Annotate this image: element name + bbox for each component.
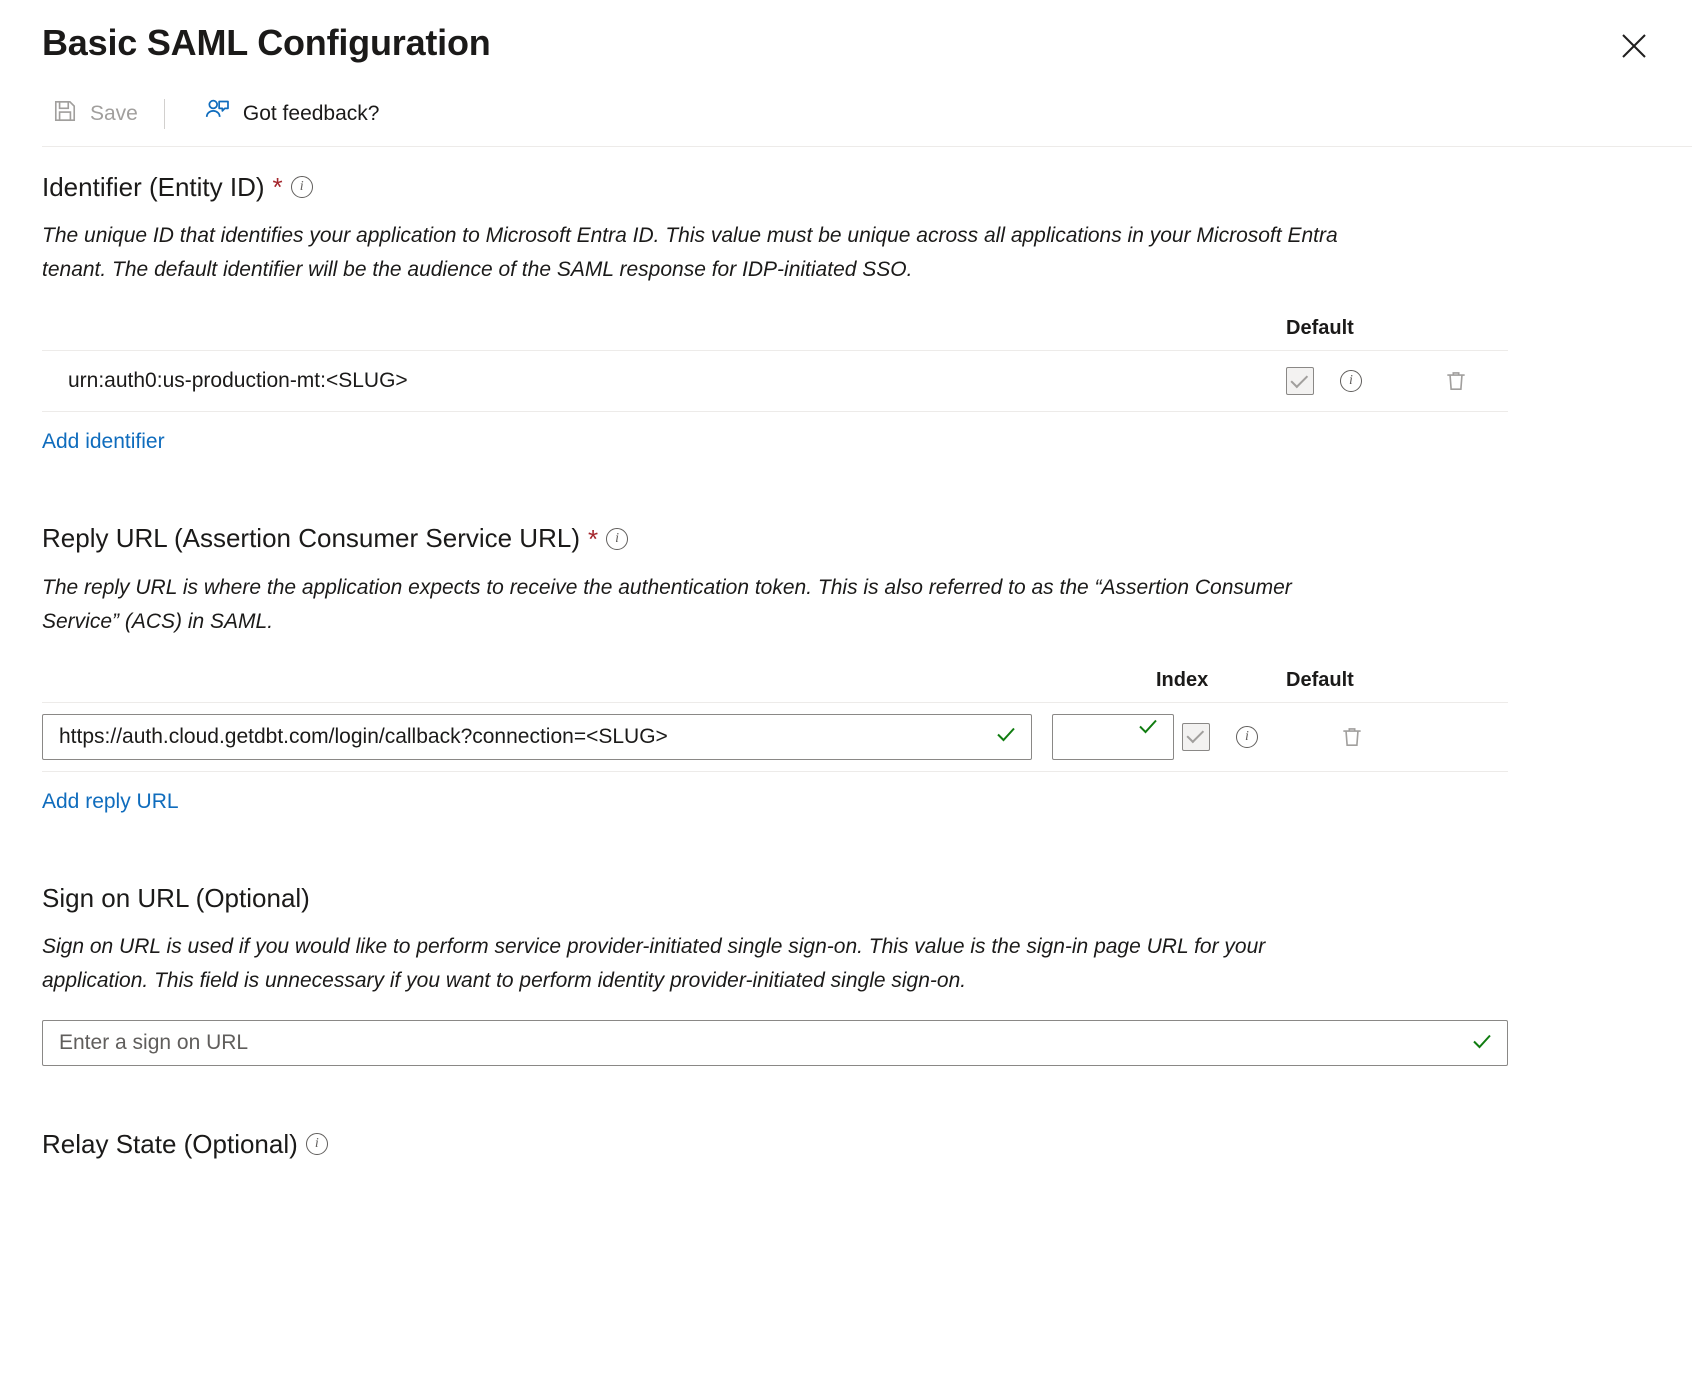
- reply-url-value-cell: [42, 714, 1052, 760]
- relay-state-title: Relay State (Optional): [42, 1129, 298, 1160]
- reply-url-default-info-icon[interactable]: i: [1236, 726, 1258, 748]
- identifier-title: Identifier (Entity ID): [42, 172, 265, 202]
- identifier-default-info-icon[interactable]: i: [1340, 370, 1362, 392]
- sign-on-url-title: Sign on URL (Optional): [42, 882, 310, 913]
- sign-on-url-section: [0, 880, 1692, 1066]
- delete-identifier-icon[interactable]: [1436, 361, 1476, 401]
- sign-on-url-heading: [42, 880, 1650, 916]
- reply-url-input[interactable]: [42, 714, 1032, 760]
- command-bar-divider: [164, 99, 165, 129]
- got-feedback-label: Got feedback?: [242, 102, 380, 125]
- save-button[interactable]: [42, 90, 148, 138]
- identifier-default-checkbox[interactable]: [1286, 367, 1314, 395]
- got-feedback-button[interactable]: [193, 89, 390, 139]
- identifier-heading: [42, 169, 1650, 205]
- reply-url-delete-cell: [1332, 717, 1404, 757]
- save-icon: [52, 98, 78, 130]
- feedback-person-icon: [203, 97, 231, 131]
- reply-url-section: [0, 520, 1692, 813]
- page-title: Basic SAML Configuration: [42, 22, 491, 63]
- close-icon[interactable]: [1612, 24, 1656, 68]
- add-identifier-link[interactable]: Add identifier: [42, 430, 165, 454]
- identifier-column-headers: [42, 317, 1508, 350]
- reply-url-default-checkbox[interactable]: [1182, 723, 1210, 751]
- reply-url-description: The reply URL is where the application expects to receive the authentication token. This is also referred to as the “Assertion Consumer Service” (ACS) in SAML.: [42, 575, 1292, 633]
- identifier-default-cell: [1286, 367, 1436, 395]
- delete-reply-url-icon[interactable]: [1332, 717, 1372, 757]
- identifier-required-marker: *: [272, 172, 283, 203]
- table-row: [42, 702, 1508, 772]
- identifier-default-column-header: Default: [1286, 317, 1354, 340]
- identifier-description: The unique ID that identifies your application to Microsoft Entra ID. This value must be unique across all applications in your Microsoft Entra tenant. The default identifier will be the audience of the SAML response for IDP-initiated SSO.: [42, 224, 1338, 282]
- add-reply-url-link[interactable]: Add reply URL: [42, 789, 179, 813]
- reply-url-default-cell: [1182, 723, 1332, 751]
- sign-on-url-field-wrap: [42, 1020, 1508, 1066]
- reply-url-index-input[interactable]: [1052, 714, 1174, 760]
- relay-state-info-icon[interactable]: i: [306, 1133, 328, 1155]
- command-bar: [0, 82, 1692, 146]
- reply-url-default-column-header: Default: [1286, 668, 1354, 691]
- reply-url-index-column-header: Index: [1156, 668, 1209, 691]
- reply-url-required-marker: *: [587, 523, 599, 554]
- reply-url-index-cell: [1052, 714, 1182, 760]
- identifier-value: urn:auth0:us-production-mt:<SLUG>: [68, 369, 408, 393]
- reply-url-heading: [42, 520, 1650, 556]
- sign-on-url-description: Sign on URL is used if you would like to perform service provider-initiated single sign-on. This value is the sign-in page URL for your application. This field is unnecessary if you want to perform identity provider-initiated single sign-on.: [42, 935, 1266, 993]
- identifier-info-icon[interactable]: i: [291, 176, 313, 198]
- relay-state-heading: [42, 1126, 1650, 1162]
- reply-url-column-headers: [42, 669, 1508, 702]
- save-button-label: Save: [90, 102, 138, 125]
- reply-url-info-icon[interactable]: i: [606, 528, 628, 550]
- identifier-section: [0, 147, 1692, 454]
- identifier-delete-cell: [1436, 361, 1508, 401]
- relay-state-section: [0, 1126, 1692, 1162]
- sign-on-url-input[interactable]: [42, 1020, 1508, 1066]
- table-row: [42, 350, 1508, 412]
- reply-url-title: Reply URL (Assertion Consumer Service URL): [42, 523, 580, 554]
- panel-header: [0, 0, 1692, 68]
